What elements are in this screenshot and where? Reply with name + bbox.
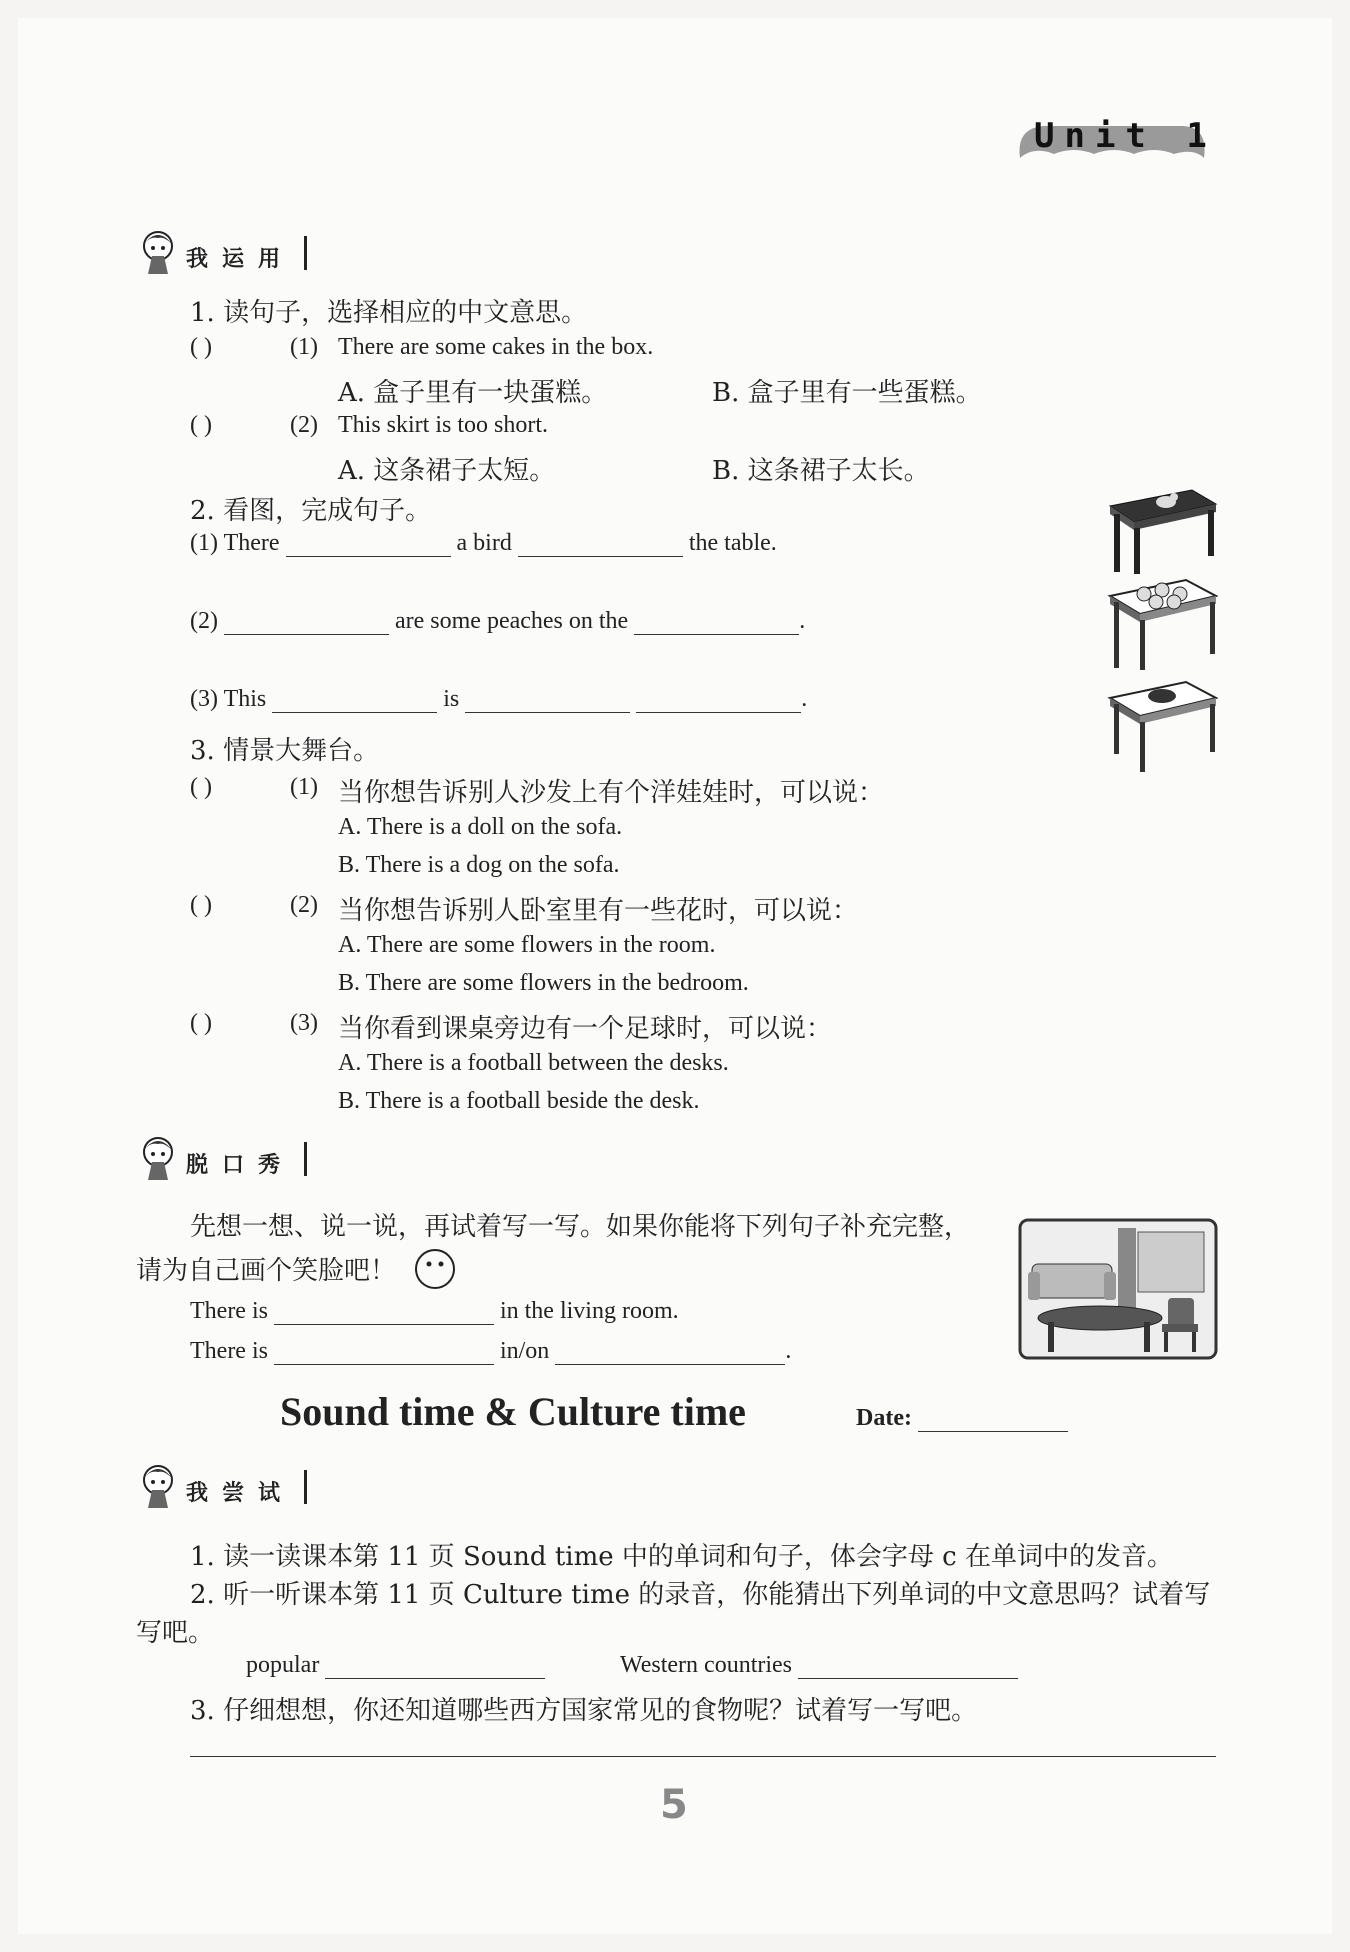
q2-3-blank-3[interactable]	[636, 686, 801, 713]
q1-1-answer-paren[interactable]: ( )	[190, 334, 212, 360]
q1-2-option-a: A. 这条裙子太短。	[338, 456, 556, 486]
q2-1-word-table: the table.	[688, 530, 777, 556]
q1-2-number: (2)	[290, 412, 318, 438]
divider	[304, 1142, 307, 1176]
word-western-countries: Western countries	[620, 1652, 793, 1678]
q2-line-3	[190, 686, 807, 713]
q2-prompt: 2. 看图，完成句子。	[190, 496, 432, 526]
answer-line[interactable]	[190, 1756, 1216, 1757]
q2-1-blank-1[interactable]	[286, 530, 451, 557]
q1-2-option-b: B. 这条裙子太长。	[712, 456, 930, 486]
try-q3: 3. 仔细想想，你还知道哪些西方国家常见的食物呢？试着写一写吧。	[190, 1696, 978, 1726]
q1-1-option-b: B. 盒子里有一些蛋糕。	[712, 378, 982, 408]
talk-show-line-1	[190, 1298, 679, 1325]
talk-show-instruction-1: 先想一想、说一说，再试着写一写。如果你能将下列句子补充完整，	[190, 1212, 971, 1242]
q2-1-word-there: There	[223, 530, 280, 556]
try-word-western	[620, 1652, 1018, 1679]
unit-title: Unit 1	[1034, 116, 1217, 156]
q3-2-number: (2)	[290, 892, 318, 918]
lesson-title: Sound time & Culture time	[280, 1389, 746, 1434]
section-header-apply	[134, 226, 324, 278]
section-title: 我尝试	[186, 1481, 295, 1506]
q3-1-number: (1)	[290, 774, 318, 800]
q3-2-situation: 当你想告诉别人卧室里有一些花时，可以说：	[338, 896, 859, 926]
q2-3-word-this: This	[223, 686, 267, 712]
divider	[304, 236, 307, 270]
girl-mascot-icon	[134, 1460, 182, 1512]
q2-3-number: (3)	[190, 686, 218, 712]
girl-mascot-icon	[134, 1132, 182, 1184]
q2-1-number: (1)	[190, 530, 218, 556]
girl-mascot-icon	[134, 226, 182, 278]
section-header-talk-show	[134, 1132, 324, 1184]
try-word-popular	[246, 1652, 545, 1679]
talk-show-blank-2[interactable]	[274, 1338, 494, 1365]
q2-2-text: are some peaches on the	[394, 608, 629, 634]
q3-prompt: 3. 情景大舞台。	[190, 736, 380, 766]
section-header-try	[134, 1460, 324, 1512]
q1-2-answer-paren[interactable]: ( )	[190, 412, 212, 438]
q1-1-sentence: There are some cakes in the box.	[338, 334, 654, 360]
section-title: 脱口秀	[186, 1153, 295, 1178]
talk-show-line-1-end: in the living room.	[499, 1298, 679, 1324]
living-room-image	[1018, 1218, 1218, 1360]
word-popular: popular	[246, 1652, 320, 1678]
q3-1-option-a: A. There is a doll on the sofa.	[338, 814, 623, 840]
q2-3-blank-2[interactable]	[465, 686, 630, 713]
talk-show-line-2-period: .	[785, 1338, 792, 1364]
talk-show-blank-3[interactable]	[555, 1338, 785, 1365]
western-countries-blank[interactable]	[798, 1652, 1018, 1679]
popular-blank[interactable]	[325, 1652, 545, 1679]
q2-1-blank-2[interactable]	[518, 530, 683, 557]
q3-1-situation: 当你想告诉别人沙发上有个洋娃娃时，可以说：	[338, 778, 885, 808]
q3-3-answer-paren[interactable]: ( )	[190, 1010, 212, 1036]
try-q1: 1. 读一读课本第 11 页 Sound time 中的单词和句子，体会字母 c 在单词中的发音。	[190, 1542, 1173, 1572]
q3-2-answer-paren[interactable]: ( )	[190, 892, 212, 918]
try-q2-line-1: 2. 听一听课本第 11 页 Culture time 的录音，你能猜出下列单词的中文意思吗？试着写	[190, 1580, 1211, 1610]
section-title: 我运用	[186, 247, 295, 272]
q1-2-sentence: This skirt is too short.	[338, 412, 549, 438]
q3-3-situation: 当你看到课桌旁边有一个足球时，可以说：	[338, 1014, 833, 1044]
q2-2-number: (2)	[190, 608, 218, 634]
q2-3-period: .	[801, 686, 808, 712]
table-with-bird-image	[1104, 486, 1218, 576]
talk-show-line-1-start: There is	[190, 1298, 268, 1324]
q2-2-period: .	[799, 608, 806, 634]
date-label-text: Date:	[856, 1405, 912, 1431]
q3-2-option-b: B. There are some flowers in the bedroom.	[338, 970, 749, 996]
q2-2-blank-1[interactable]	[224, 608, 389, 635]
q2-1-word-bird: a bird	[456, 530, 512, 556]
date-label	[856, 1405, 1068, 1432]
q2-line-1	[190, 530, 777, 557]
q3-3-option-a: A. There is a football between the desks.	[338, 1050, 729, 1076]
table-with-bowl-image	[1104, 676, 1218, 776]
q2-3-word-is: is	[443, 686, 460, 712]
talk-show-line-2	[190, 1338, 791, 1365]
q3-3-option-b: B. There is a football beside the desk.	[338, 1088, 700, 1114]
table-with-peaches-image	[1104, 574, 1218, 674]
q2-line-2	[190, 608, 805, 635]
q1-1-option-a: A. 盒子里有一块蛋糕。	[338, 378, 608, 408]
talk-show-line-2-mid: in/on	[499, 1338, 550, 1364]
q3-1-option-b: B. There is a dog on the sofa.	[338, 852, 620, 878]
q3-2-option-a: A. There are some flowers in the room.	[338, 932, 716, 958]
divider	[304, 1470, 307, 1504]
q3-1-answer-paren[interactable]: ( )	[190, 774, 212, 800]
smiley-face-icon[interactable]	[414, 1248, 456, 1290]
page-number: 5	[660, 1782, 688, 1828]
q2-2-blank-2[interactable]	[634, 608, 799, 635]
q2-3-blank-1[interactable]	[272, 686, 437, 713]
q1-prompt: 1. 读句子，选择相应的中文意思。	[190, 298, 588, 328]
talk-show-instruction-2: 请为自己画个笑脸吧！	[136, 1256, 397, 1286]
q3-3-number: (3)	[290, 1010, 318, 1036]
q1-1-number: (1)	[290, 334, 318, 360]
talk-show-blank-1[interactable]	[274, 1298, 494, 1325]
date-blank[interactable]	[918, 1409, 1068, 1432]
talk-show-line-2-start: There is	[190, 1338, 268, 1364]
try-q2-line-2: 写吧。	[136, 1618, 215, 1648]
